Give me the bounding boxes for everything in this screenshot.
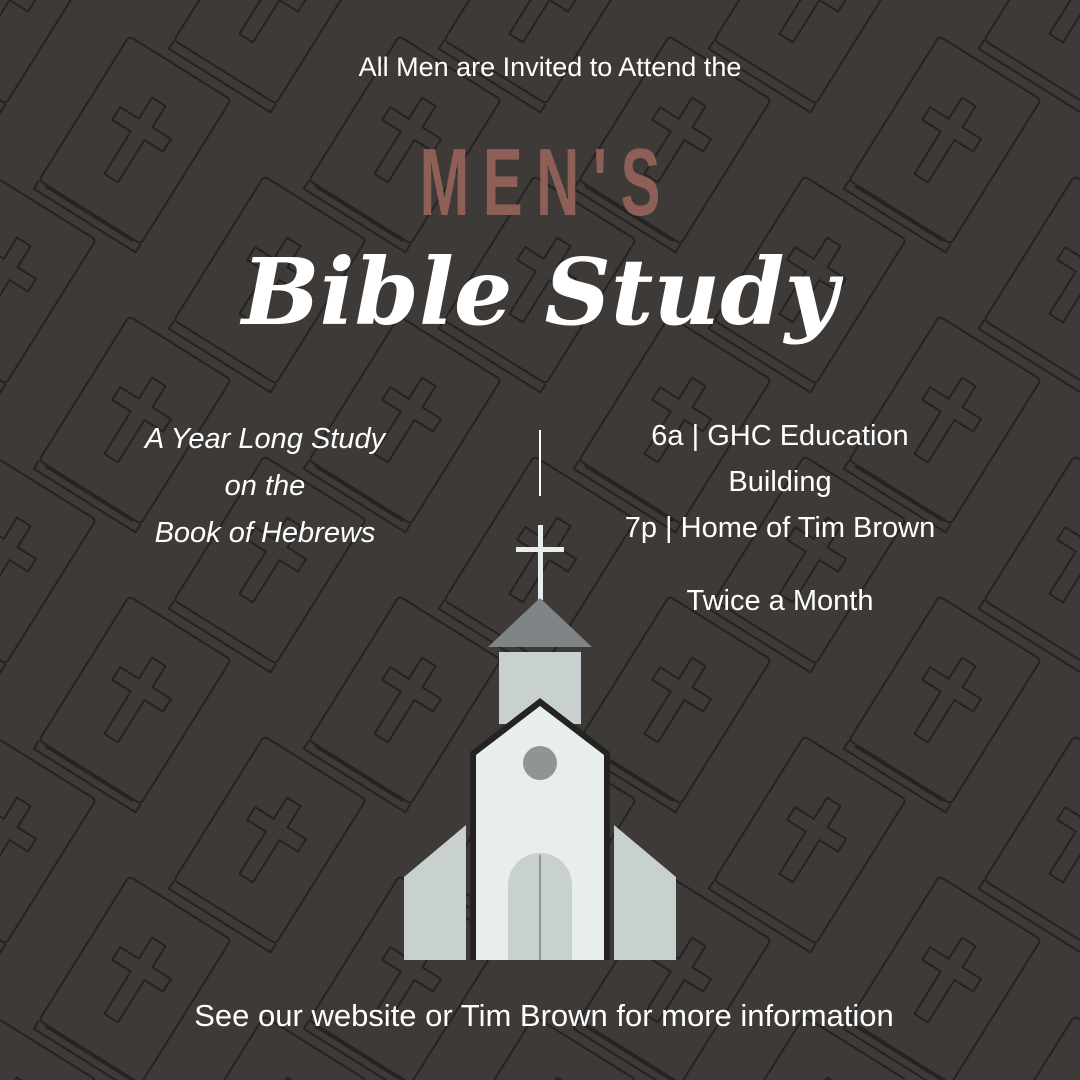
footer-text: See our website or Tim Brown for more information bbox=[194, 998, 894, 1033]
schedule-line-1: 6a | GHC Education bbox=[651, 420, 909, 452]
column-divider bbox=[539, 430, 541, 496]
study-line-2: on the bbox=[224, 470, 306, 502]
schedule-line-2: Building bbox=[728, 466, 832, 498]
church-icon bbox=[400, 525, 680, 965]
invite-line: All Men are Invited to Attend the bbox=[358, 52, 742, 82]
study-description bbox=[90, 416, 440, 557]
study-line-1: A Year Long Study bbox=[144, 423, 386, 455]
study-line-3: Book of Hebrews bbox=[154, 517, 376, 549]
schedule-line-3: 7p | Home of Tim Brown bbox=[624, 512, 936, 544]
title-mens: MEN'S bbox=[419, 129, 674, 236]
title-bible-study: Bible Study bbox=[241, 238, 839, 346]
frequency-text: Twice a Month bbox=[686, 585, 874, 617]
